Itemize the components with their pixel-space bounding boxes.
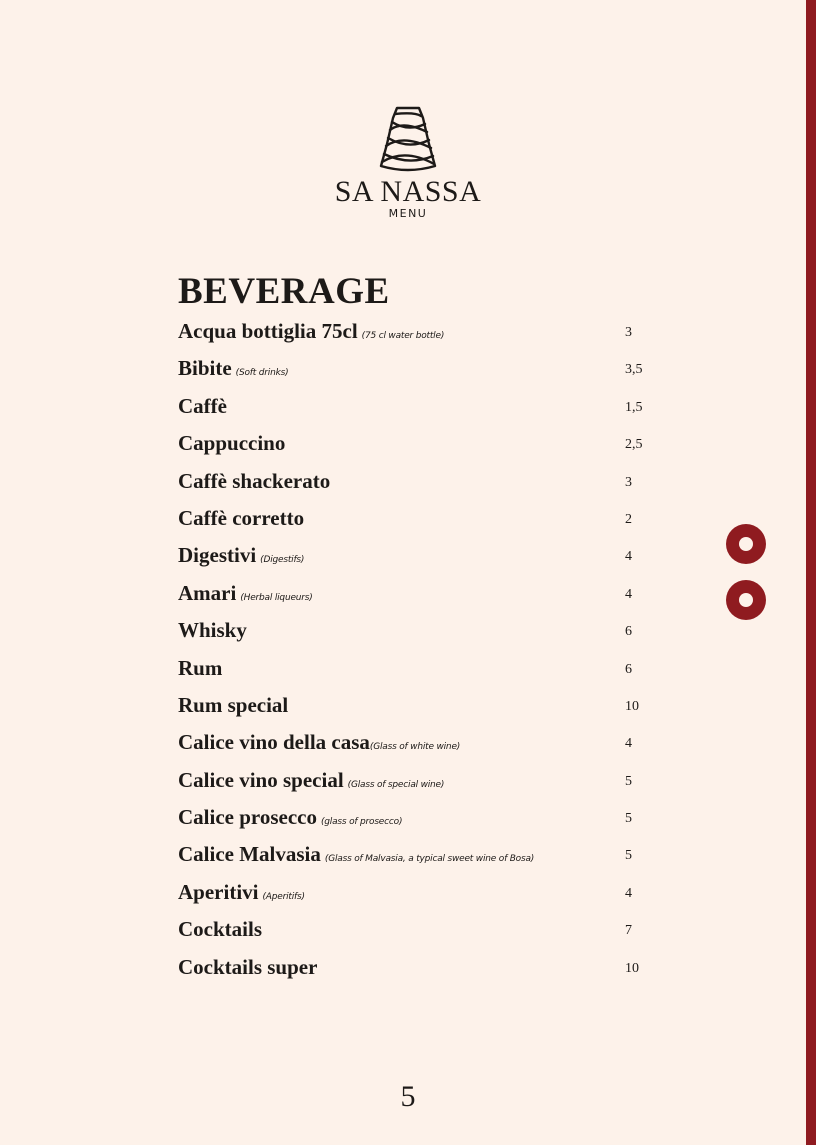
item-price: 4	[625, 885, 632, 901]
item-price: 3,5	[625, 362, 643, 378]
ring-dot-icon	[726, 524, 766, 564]
item-price: 10	[625, 698, 639, 714]
item-name: Calice prosecco (glass of prosecco)	[178, 805, 403, 830]
item-price: 4	[625, 549, 632, 565]
page-number: 5	[400, 1080, 416, 1113]
item-name: Bibite (Soft drinks)	[178, 356, 289, 381]
brand-name: SA NASSA	[334, 175, 482, 208]
menu-item	[178, 691, 648, 728]
menu-item	[178, 392, 648, 429]
item-note: (Herbal liqueurs)	[240, 592, 313, 603]
menu-item	[178, 504, 648, 541]
menu-item	[178, 766, 648, 803]
item-name: Calice vino special (Glass of special wine)	[178, 767, 445, 792]
item-name: Cocktails	[178, 917, 262, 942]
item-note: (glass of prosecco)	[320, 817, 403, 828]
item-price: 10	[625, 960, 639, 976]
item-name: Caffè corretto	[178, 505, 305, 530]
item-name: Caffè shackerato	[178, 468, 331, 493]
beverage-list	[178, 317, 648, 990]
menu-item	[178, 541, 648, 578]
item-note: (Soft drinks)	[235, 368, 289, 379]
item-name: Rum	[178, 655, 223, 680]
item-name: Amari (Herbal liqueurs)	[178, 580, 313, 605]
menu-item	[178, 354, 648, 391]
item-price: 3	[625, 474, 632, 490]
item-price: 4	[625, 736, 632, 752]
item-name: Cappuccino	[178, 431, 286, 456]
item-price: 6	[625, 624, 632, 640]
menu-item	[178, 654, 648, 691]
item-name: Caffè	[178, 393, 227, 418]
item-price: 7	[625, 923, 632, 939]
page-edge-stripe	[806, 0, 816, 1145]
menu-item	[178, 317, 648, 354]
item-name: Digestivi (Digestifs)	[178, 543, 305, 568]
item-note: (Aperitifs)	[262, 891, 305, 902]
item-price: 1,5	[625, 399, 643, 415]
brand-subtitle: MENU	[388, 207, 428, 220]
item-price: 3	[625, 325, 632, 340]
item-price: 5	[625, 773, 632, 789]
item-note: (Glass of Malvasia, a typical sweet wine of Bosa)	[324, 854, 535, 865]
item-name: Rum special	[178, 692, 289, 717]
menu-item	[178, 915, 648, 952]
menu-item	[178, 579, 648, 616]
item-name: Whisky	[178, 618, 247, 643]
menu-item	[178, 429, 648, 466]
item-name: Cocktails super	[178, 954, 318, 979]
item-name: Acqua bottiglia 75cl (75 cl water bottle)	[178, 319, 445, 343]
fish-trap-basket-icon	[375, 104, 441, 174]
menu-item	[178, 878, 648, 915]
brand-logo	[318, 104, 498, 220]
item-price: 2,5	[625, 437, 643, 453]
item-note: (Digestifs)	[260, 555, 305, 566]
section-title: BEVERAGE	[178, 271, 390, 312]
menu-item	[178, 840, 648, 877]
ring-dot-icon	[726, 580, 766, 620]
item-note: (75 cl water bottle)	[361, 331, 445, 341]
item-note: (Glass of white wine)	[369, 742, 461, 753]
item-price: 2	[625, 511, 632, 527]
item-name: Calice vino della casa(Glass of white wine)	[178, 730, 461, 755]
menu-item	[178, 953, 648, 990]
item-price: 6	[625, 661, 632, 677]
item-price: 5	[625, 848, 632, 864]
menu-item	[178, 728, 648, 765]
item-name: Calice Malvasia (Glass of Malvasia, a typical sweet wine of Bosa)	[178, 842, 535, 867]
item-price: 4	[625, 586, 632, 602]
item-note: (Glass of special wine)	[347, 779, 445, 790]
item-name: Aperitivi (Aperitifs)	[178, 879, 305, 904]
menu-item	[178, 803, 648, 840]
menu-item	[178, 467, 648, 504]
item-price: 5	[625, 811, 632, 827]
menu-item	[178, 616, 648, 653]
